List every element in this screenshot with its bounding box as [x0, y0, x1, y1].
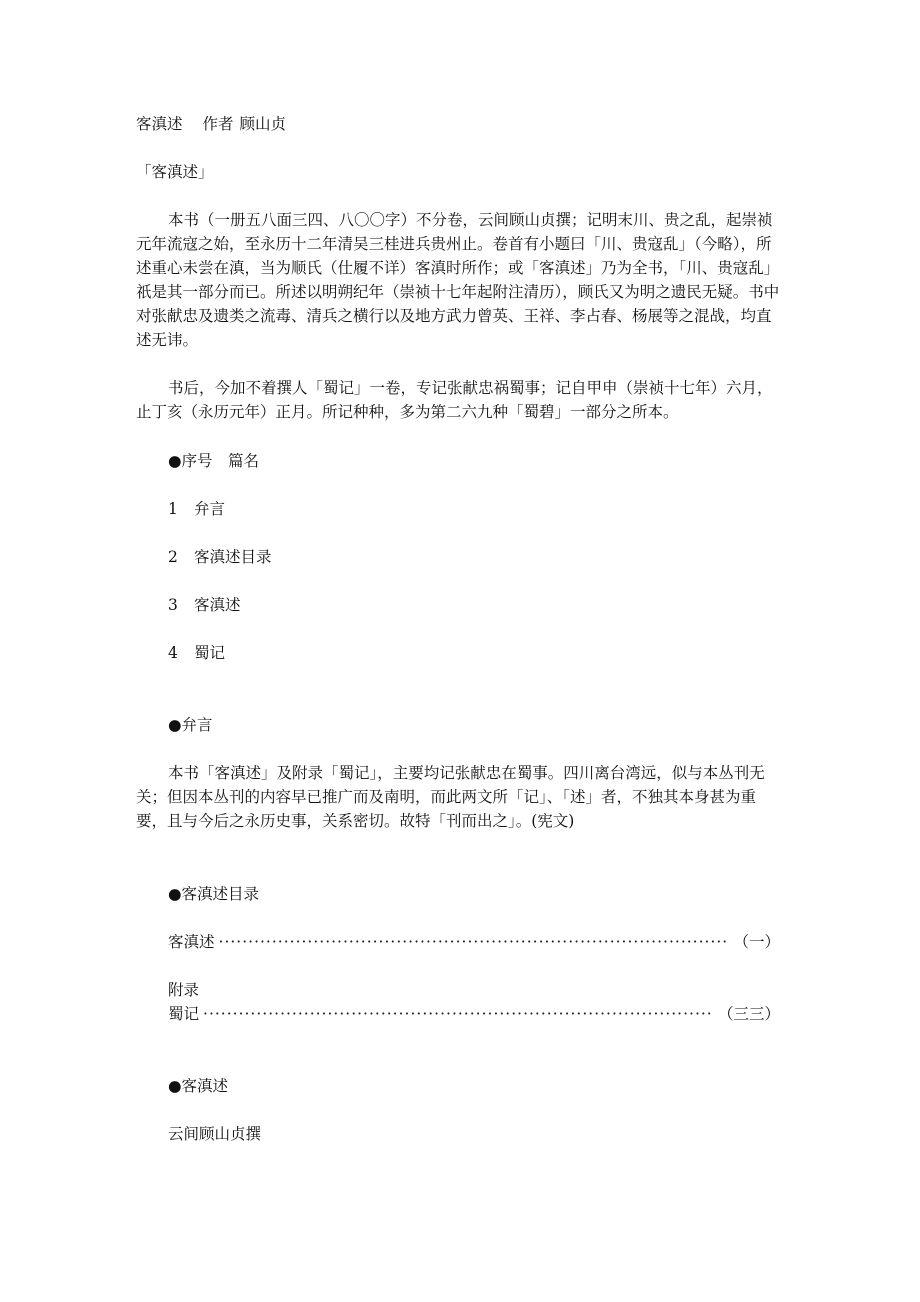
index-row[interactable]	[168, 545, 272, 569]
intro-paragraph-1	[136, 208, 782, 352]
header-title: 客滇述	[136, 115, 183, 133]
index-title: 弁言	[194, 500, 226, 518]
section-byline: 云间顾山贞撰	[168, 1125, 262, 1143]
intro-paragraph-2	[136, 376, 782, 424]
document-header	[136, 112, 286, 136]
intro-paragraph-text: 本书（一册五八面三四、八〇〇字）不分卷，云间顾山贞撰；记明末川、贵之乱，起崇祯元年流寇之始，至永历十二年清吴三桂进兵贵州止。卷首有小题曰「川、贵寇乱」（今略），所述重心未尝在滇，当为顺氏（仕履不详）客滇时所作；或「客滇述」乃为全书，「川、贵寇乱」祇是其一部分而已。所述以明朔纪年（崇祯十七年起附注清历），顾氏又为明之遗民无疑。书中对张献忠及遗类之流毒、清兵之横行以及地方武力曾英、王祥、李占春、杨展等之混战，均直述无讳。	[136, 211, 780, 349]
preface-text: 本书「客滇述」及附录「蜀记」，主要均记张献忠在蜀事。四川离台湾远，似与本丛刊无关；但因本丛刊的内容早已推广而及南明，而此两文所「记」、「述」者，不独其本身甚为重要，且与今后之永历史事，关系密切。故特「刊而出之」。(宪文)	[136, 764, 765, 830]
section-heading: ●客滇述	[168, 1077, 229, 1095]
index-title: 客滇述目录	[194, 548, 272, 566]
index-number: 2	[168, 548, 178, 566]
toc-entry[interactable]	[168, 1002, 780, 1026]
toc-entry[interactable]	[168, 930, 780, 954]
intro-paragraph-text: 书后，今加不着撰人「蜀记」一卷，专记张献忠祸蜀事；记自甲申（崇祯十七年）六月，止丁亥（永历元年）正月。所记种种，多为第二六九种「蜀碧」一部分之所本。	[136, 379, 773, 421]
book-heading: 「客滇述」	[136, 163, 214, 181]
toc-heading: ●客滇述目录	[168, 885, 260, 903]
index-number: 4	[168, 644, 178, 662]
index-title: 客滇述	[194, 596, 241, 614]
preface-heading: ●弁言	[168, 716, 213, 734]
toc-entry-title: 客滇述	[168, 933, 215, 951]
toc-leader-dots	[219, 930, 730, 954]
author-name: 顾山贞	[239, 115, 287, 133]
toc-entry-page: （三三）	[717, 1005, 780, 1023]
toc-entry-page: （一）	[733, 933, 780, 951]
toc-leader-dots	[203, 1002, 714, 1026]
index-row[interactable]	[168, 593, 241, 617]
author-label: 作者	[202, 115, 234, 133]
index-row[interactable]	[168, 497, 225, 521]
index-header: ●序号 篇名	[168, 452, 260, 470]
index-number: 3	[168, 596, 178, 614]
index-title: 蜀记	[194, 644, 226, 662]
preface-paragraph	[136, 761, 782, 833]
index-row[interactable]	[168, 641, 225, 665]
toc-appendix-label: 附录	[168, 981, 200, 999]
index-number: 1	[168, 500, 178, 518]
toc-entry-title: 蜀记	[168, 1005, 200, 1023]
